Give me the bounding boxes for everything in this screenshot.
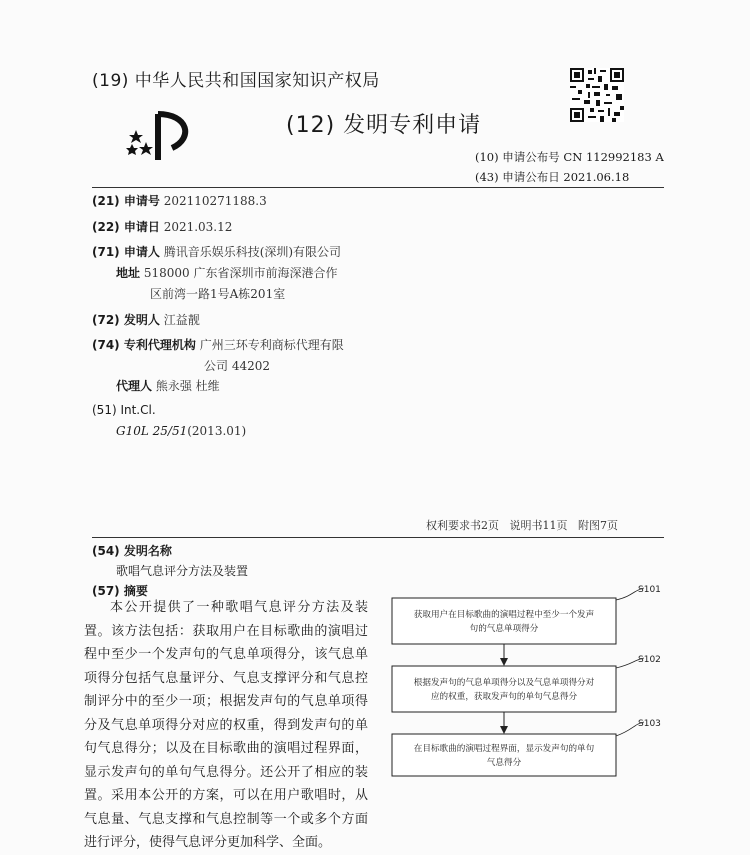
patent-agent-value: 熊永强 杜维	[155, 379, 220, 393]
applicant-label: (71) 申请人	[92, 245, 160, 259]
patent-agent-label: 代理人	[116, 379, 153, 393]
header-divider	[92, 187, 664, 188]
page-counts	[426, 517, 618, 533]
invention-title-label	[92, 542, 172, 559]
application-date-value: 2021.03.12	[163, 220, 233, 234]
step-s102-id: S102	[638, 655, 661, 665]
invention-title	[116, 562, 248, 579]
body-divider	[92, 537, 664, 538]
patent-agency-line1: 广州三环专利商标代理有限	[199, 338, 344, 352]
publication-date-value: 2021.06.18	[563, 170, 630, 184]
description-pages: 说明书11页	[509, 519, 568, 532]
ipc-classification	[92, 403, 156, 417]
office-name: (19) 中华人民共和国国家知识产权局	[92, 71, 380, 91]
step-s103-id: S103	[638, 719, 661, 729]
address-line1: 518000 广东省深圳市前海深港合作	[143, 266, 338, 280]
step-box-s101	[392, 598, 616, 644]
ipc-code	[116, 424, 246, 438]
publication-number-value: CN 112992183 A	[563, 150, 664, 164]
address-line2	[150, 285, 285, 302]
application-date	[92, 218, 232, 235]
application-number-label: (21) 申请号	[92, 194, 160, 208]
publication-number	[475, 149, 664, 165]
qr-code-icon	[570, 68, 624, 122]
step-s103-line2: 气息得分	[486, 758, 522, 768]
abstract-label-text: (57) 摘要	[92, 584, 148, 598]
invention-title-text: 歌唱气息评分方法及装置	[116, 564, 249, 578]
abstract-text: 本公开提供了一种歌唱气息评分方法及装置。该方法包括：获取用户在目标歌曲的演唱过程中至少一个发声句的气息单项得分，该气息单项得分包括气息量评分、气息支撑评分和气息控制评分中的至少一项；根据发声句的气息单项得分及气息单项得分对应的权重，得到发声句的单句气息得分；以及在目标歌曲的演唱过程界面，显示发声句的单句气息得分。还公开了相应的装置。采用本公开的方案，可以在用户歌唱时，从气息量、气息支撑和气息控制等一个或多个方面进行评分，使得气息评分更加科学、全面。	[84, 600, 368, 850]
application-date-label: (22) 申请日	[92, 220, 160, 234]
ipc-label: (51) Int.Cl.	[92, 403, 156, 417]
cnipa-logo-icon	[124, 108, 194, 164]
step-box-s102	[392, 666, 616, 712]
step-box-s103	[392, 734, 616, 776]
inventor-label: (72) 发明人	[92, 313, 160, 327]
applicant-value: 腾讯音乐娱乐科技(深圳)有限公司	[163, 245, 342, 259]
step-s102-line2: 应的权重，获取发声句的单句气息得分	[430, 692, 578, 702]
publication-date-label: (43) 申请公布日	[475, 170, 560, 184]
invention-title-label-text: (54) 发明名称	[92, 544, 172, 558]
step-s101-line2: 句的气息单项得分	[469, 624, 539, 634]
step-s101-line1: 获取用户在目标歌曲的演唱过程中至少一个发声	[413, 610, 595, 620]
patent-agent	[116, 377, 220, 394]
address-line2-value: 区前湾一路1号A栋201室	[150, 287, 286, 301]
drawings-pages: 附图7页	[578, 519, 618, 532]
document-kind: (12) 发明专利申请	[286, 113, 482, 138]
flowchart	[388, 580, 670, 780]
ipc-code-value: G10L 25/51	[116, 424, 188, 438]
address	[116, 264, 337, 281]
application-number	[92, 192, 267, 209]
step-s102-line1: 根据发声句的气息单项得分以及气息单项得分对	[413, 678, 595, 688]
ipc-year: (2013.01)	[187, 424, 247, 438]
patent-agency-line2	[204, 357, 270, 374]
patent-agency-label: (74) 专利代理机构	[92, 338, 196, 352]
patent-agency-line2-value: 公司 44202	[204, 359, 270, 373]
claims-pages: 权利要求书2页	[426, 519, 499, 532]
address-label: 地址	[116, 266, 141, 280]
inventor	[92, 311, 200, 328]
application-number-value: 202110271188.3	[163, 194, 267, 208]
inventor-value: 江益靓	[163, 313, 200, 327]
publication-number-label: (10) 申请公布号	[475, 150, 560, 164]
step-s101-id: S101	[638, 585, 661, 595]
applicant	[92, 243, 341, 260]
publication-date	[475, 169, 629, 185]
patent-agency	[92, 336, 344, 353]
step-s103-line1: 在目标歌曲的演唱过程界面，显示发声句的单句	[413, 744, 595, 754]
